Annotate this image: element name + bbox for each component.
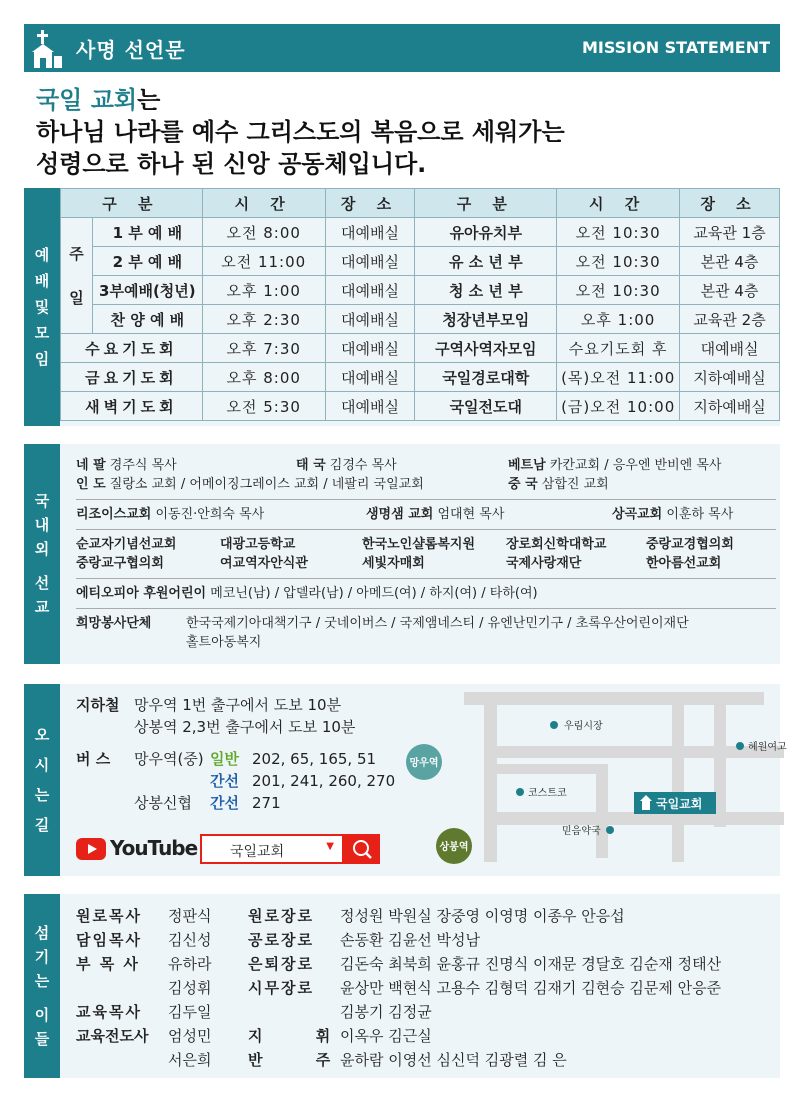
table-row: 새벽기도회 오전 5:30 대예배실 국일전도대 (금)오전 10:00 지하예배실 [61,392,780,421]
sunday-label: 주 일 [61,218,93,334]
list-item: 부 목 사 유하라 은퇴장로 김돈숙 최북희 윤홍규 진명식 이재문 경달호 김순재 정태산 [76,955,722,973]
worship-section [24,188,780,426]
page-title: 사명 선언문 [76,38,186,62]
page-title-english: MISSION STATEMENT [581,38,770,57]
missions-section [24,444,780,664]
svg-text:믿음약국: 믿음약국 [562,826,601,837]
map-marker-icon [550,721,558,729]
search-input[interactable]: 국일교회 ▼ [200,834,344,864]
list-item: 김성휘 시무장로 윤상만 백현식 고용수 김형덕 김재기 김현승 김문제 안응준 [168,979,722,997]
list-item: 네 팔 경주식 목사 태 국 김경수 목사 베트남 카칸교회 / 응우엔 반비엔 목사 [76,458,722,473]
youtube-search-bar [76,834,396,864]
location-map [404,684,787,874]
table-row: 주 일 1 부 예 배 오전 8:00 대예배실 유아유치부 오전 10:30 교육관 1층 [61,218,780,247]
svg-text:망우역: 망우역 [409,758,439,769]
list-item: 중랑교구협의회 여교역자안식관 세빛자매회 국제사랑재단 한아름선교회 [76,556,722,571]
table-row: 수요기도회 오후 7:30 대예배실 구역사역자모임 수요기도회 후 대예배실 [61,334,780,363]
table-row: 찬 양 예 배 오후 2:30 대예배실 청장년부모임 오후 1:00 교육관 2층 [61,305,780,334]
divider [76,529,776,530]
map-marker-icon [606,826,614,834]
worship-side-label: 예 배 및 모 임 [24,188,60,426]
list-item: 교육전도사 엄성민 지 휘 이옥우 김근실 [76,1027,432,1045]
list-item: 서은희 반 주 윤하람 이영선 심신덕 김광렬 김 은 [168,1051,567,1069]
list-item: 희망봉사단체 한국국제기아대책기구 / 굿네이버스 / 국제앰네스티 / 유엔난민기구 / 초록우산어린이재단 [76,616,689,631]
map-marker-icon [516,788,524,796]
table-row: 2 부 예 배 오전 11:00 대예배실 유 소 년 부 오전 10:30 본관 4층 [61,247,780,276]
dropdown-icon[interactable]: ▼ [326,841,334,852]
divider [76,608,776,609]
table-row: 금요기도회 오후 8:00 대예배실 국일경로대학 (목)오전 11:00 지하예배실 [61,363,780,392]
church-name: 국일 교회 [36,86,138,114]
list-item: 리조이스교회 이동진·안희숙 목사 생명샘 교회 엄대현 목사 상곡교회 이훈하 목사 [76,507,734,522]
svg-text:혜원여고: 혜원여고 [748,742,787,753]
directions-section [24,684,787,876]
table-header-row: 구 분 시 간 장 소 구 분 시 간 장 소 [61,189,780,218]
divider [76,499,776,500]
map-marker-icon [736,742,744,750]
mission-suffix: 는 [137,86,161,114]
members-section [24,894,780,1078]
directions-body: 지하철 망우역 1번 출구에서 도보 10분 상봉역 2,3번 출구에서 도보 10분 버 스 망우역(중) 일반 202, 65, 165, 51 간선 201, 241, 260, 270 상봉신협 간선 271 [76,696,396,812]
list-item: 교육목사 김두일 김봉기 김정균 [76,1003,432,1021]
list-item: 순교자기념선교회 대광고등학교 한국노인샬롬복지원 장로회신학대학교 중랑교경협의회 [76,537,734,552]
list-item: 홀트아동복지 [186,635,262,650]
svg-text:코스트코: 코스트코 [528,788,567,799]
list-item: 인 도 질랑소 교회 / 어메이징그레이스 교회 / 네팔리 국일교회 중 국 삼합진 교회 [76,477,609,492]
church-logo-icon [28,26,68,70]
list-item: 담임목사 김신성 공로장로 손동환 김윤선 박성남 [76,931,480,949]
members-list [76,904,721,1072]
members-side-label: 섬 기 는 이 들 [24,894,60,1078]
svg-text:국일교회: 국일교회 [656,797,703,811]
worship-table [60,188,780,421]
list-item: 에티오피아 후원어린이 메코닌(남) / 압델라(남) / 아메드(여) / 하지(여) / 타하(여) [76,586,538,601]
mission-line-3: 성령으로 하나 된 신앙 공동체입니다. [36,150,427,178]
missions-body [76,456,776,652]
table-row: 3부예배(청년) 오후 1:00 대예배실 청 소 년 부 오전 10:30 본관 4층 [61,276,780,305]
svg-text:상봉역: 상봉역 [439,842,469,853]
header-bar [24,24,780,72]
youtube-logo-icon [76,838,106,860]
search-icon [344,834,380,864]
list-item: 원로목사 정판식 원로장로 정성원 박원실 장중영 이영명 이종우 안응섭 [76,907,625,925]
mission-statement [36,84,565,180]
divider [76,578,776,579]
mission-line-2: 하나님 나라를 예수 그리스도의 복음으로 세워가는 [36,118,565,146]
svg-text:우림시장: 우림시장 [564,721,603,732]
directions-side-label: 오 시 는 길 [24,684,60,876]
youtube-wordmark: YouTube [110,836,198,860]
search-button[interactable] [344,834,380,864]
missions-side-label: 국 내 외 선 교 [24,444,60,664]
